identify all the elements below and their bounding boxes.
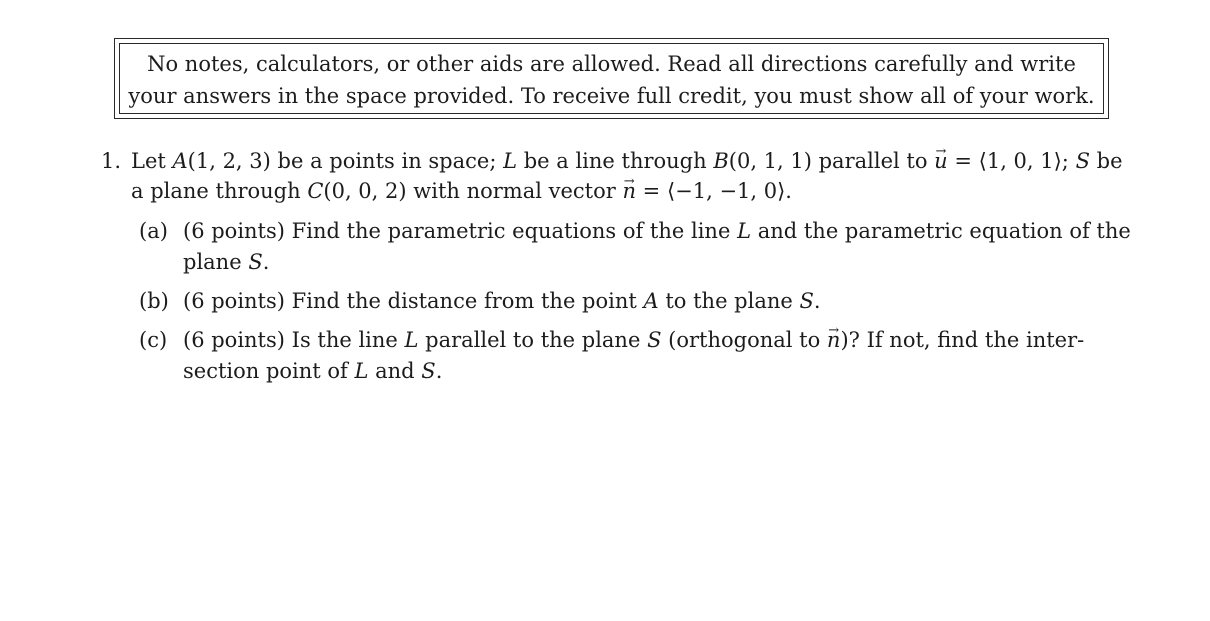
part-a-label: (a) (139, 219, 168, 243)
part-b-text: to the plane (658, 289, 800, 313)
math-var-S: S (799, 289, 814, 313)
part-c-text: Is the line (291, 328, 405, 352)
stem-text: (0, 1, 1) parallel to (728, 149, 935, 173)
stem-text: be (1089, 149, 1123, 173)
part-a-points: (6 points) (183, 219, 285, 243)
math-var-S: S (1075, 149, 1090, 173)
part-b-points: (6 points) (183, 289, 285, 313)
instructions-line-1: No notes, calculators, or other aids are allowed. Read all directions carefully and write (147, 52, 1076, 76)
math-var-S: S (421, 359, 436, 383)
part-c-line-1 (183, 328, 1084, 352)
math-var-S: S (248, 250, 263, 274)
part-a-line-1 (183, 219, 1131, 243)
vector-u: → u (934, 149, 948, 173)
stem-text: = ⟨1, 0, 1⟩; (947, 149, 1076, 173)
part-c-text: . (435, 359, 443, 383)
math-var-S: S (647, 328, 662, 352)
stem-text: Let (131, 149, 173, 173)
part-c-line-2 (183, 359, 442, 383)
part-c-text: parallel to the plane (418, 328, 648, 352)
math-var-A: A (643, 289, 659, 313)
part-a-text: and the parametric equation of the (751, 219, 1131, 243)
part-b-text: Find the distance from the point (291, 289, 644, 313)
problem-stem-line-2 (131, 179, 792, 203)
math-var-A: A (172, 149, 188, 173)
math-var-L: L (404, 328, 419, 352)
math-var-L: L (354, 359, 369, 383)
part-b-line-1 (183, 289, 821, 313)
part-b-text: . (813, 289, 821, 313)
part-a-text: plane (183, 250, 249, 274)
instructions-line-2: your answers in the space provided. To receive full credit, you must show all of your work. (128, 84, 1095, 108)
stem-text: (1, 2, 3) be a points in space; (187, 149, 504, 173)
vector-n: → n (827, 328, 841, 352)
problem-number: 1. (101, 149, 122, 173)
part-c-text: )? If not, find the inter- (840, 328, 1085, 352)
math-var-C: C (307, 179, 324, 203)
part-a-text: Find the parametric equations of the line (291, 219, 738, 243)
part-a-line-2 (183, 250, 269, 274)
stem-text: a plane through (131, 179, 308, 203)
stem-text: (0, 0, 2) with normal vector (323, 179, 623, 203)
stem-text: = ⟨−1, −1, 0⟩. (636, 179, 792, 203)
vector-n: → n (622, 179, 636, 203)
part-b-label: (b) (139, 289, 169, 313)
part-c-text: (orthogonal to (661, 328, 827, 352)
stem-text: be a line through (517, 149, 714, 173)
part-c-text: section point of (183, 359, 355, 383)
part-c-text: and (368, 359, 422, 383)
part-c-points: (6 points) (183, 328, 285, 352)
math-var-B: B (713, 149, 729, 173)
math-var-L: L (737, 219, 752, 243)
part-a-text: . (262, 250, 270, 274)
math-var-L: L (503, 149, 518, 173)
part-c-label: (c) (139, 328, 168, 352)
